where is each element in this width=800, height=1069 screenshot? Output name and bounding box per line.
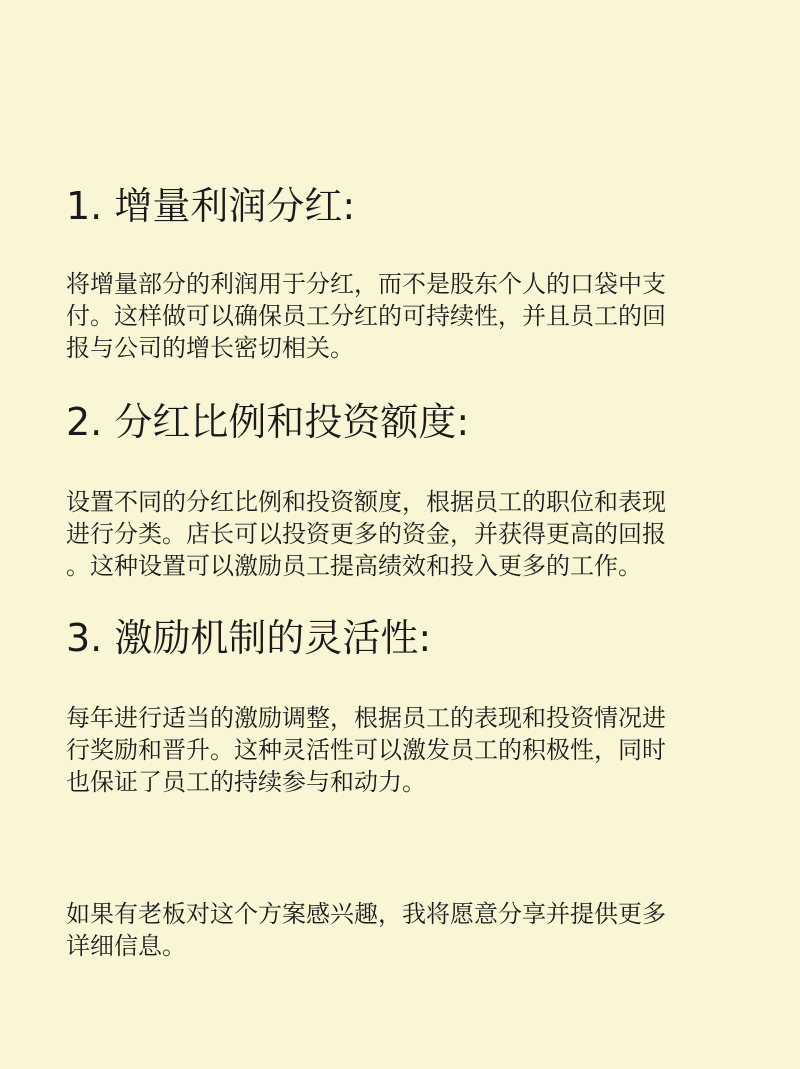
closing-line: 详细信息。 [66, 932, 186, 960]
section-1-line: 将增量部分的利润用于分红，而不是股东个人的口袋中支 [66, 270, 666, 298]
section-1-paragraph [66, 268, 726, 364]
section-2-line: 设置不同的分红比例和投资额度，根据员工的职位和表现 [66, 488, 666, 516]
closing-line: 如果有老板对这个方案感兴趣，我将愿意分享并提供更多 [66, 900, 666, 928]
section-1-line: 付。这样做可以确保员工分红的可持续性，并且员工的回 [66, 302, 666, 330]
section-3-line: 行奖励和晋升。这种灵活性可以激发员工的积极性，同时 [66, 736, 666, 764]
section-2-line: 。这种设置可以激励员工提高绩效和投入更多的工作。 [66, 552, 642, 580]
section-3-paragraph [66, 702, 726, 798]
section-1-line: 报与公司的增长密切相关。 [66, 334, 354, 362]
section-2-heading: 2. 分红比例和投资额度: [66, 400, 470, 444]
closing-paragraph [66, 898, 726, 962]
section-3-line: 每年进行适当的激励调整，根据员工的表现和投资情况进 [66, 704, 666, 732]
section-3-line: 也保证了员工的持续参与和动力。 [66, 768, 426, 796]
section-2-paragraph [66, 486, 726, 582]
section-3-heading: 3. 激励机制的灵活性: [66, 616, 432, 660]
section-1-heading: 1. 增量利润分红: [66, 184, 356, 228]
section-2-line: 进行分类。店长可以投资更多的资金，并获得更高的回报 [66, 520, 666, 548]
